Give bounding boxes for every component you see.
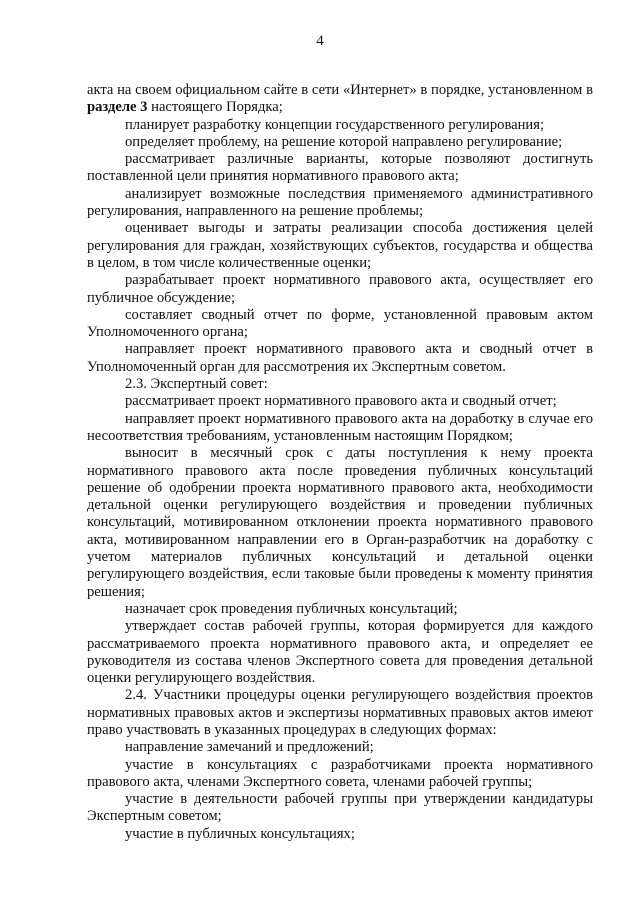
paragraph xyxy=(87,618,593,687)
paragraph xyxy=(87,220,593,272)
page-number: 4 xyxy=(316,33,324,49)
paragraph-text: направляет проект нормативного правового акта и сводный отчет в Уполномоченный орган для рассмотрения их Экспертным советом. xyxy=(87,341,593,375)
paragraph xyxy=(87,757,593,792)
paragraph xyxy=(87,151,593,186)
paragraph-text: 2.4. Участники процедуры оценки регулирующего воздействия проектов нормативных правовых актов и экспертизы нормативных правовых актов имеют право участвовать в указанных процедурах в следующих формах: xyxy=(87,687,593,738)
paragraph-text: оценивает выгоды и затраты реализации способа достижения целей регулирования для граждан, хозяйствующих субъектов, государства и общества в целом, в том числе количественные оценки; xyxy=(87,220,593,271)
bold-reference: разделе 3 xyxy=(87,99,148,116)
paragraph xyxy=(87,272,593,307)
paragraph xyxy=(87,687,593,739)
paragraph xyxy=(87,791,593,826)
paragraph-text: утверждает состав рабочей группы, которая формируется для каждого рассматриваемого проекта нормативного правового акта, и определяет ее руководителя из состава членов Экспертного совета для проведения детальной оценки регулирующего воздействия. xyxy=(87,618,593,687)
paragraph xyxy=(87,826,593,843)
paragraph xyxy=(87,445,593,601)
paragraph xyxy=(87,601,593,618)
paragraph xyxy=(87,376,593,393)
paragraph-text: участие в деятельности рабочей группы при утверждении кандидатуры Экспертным советом; xyxy=(87,791,593,825)
paragraph xyxy=(87,393,593,410)
paragraph-text: акта на своем официальном сайте в сети «Интернет» в порядке, установленном в xyxy=(87,82,593,98)
paragraph-text: 2.3. Экспертный совет: xyxy=(125,376,268,393)
paragraph xyxy=(87,307,593,342)
paragraph xyxy=(87,186,593,221)
paragraph xyxy=(87,134,593,151)
paragraph-text: планирует разработку концепции государственного регулирования; xyxy=(125,116,545,133)
document-body xyxy=(87,82,593,843)
paragraph xyxy=(87,739,593,756)
paragraph xyxy=(87,411,593,446)
paragraph-text: разрабатывает проект нормативного правового акта, осуществляет его публичное обсуждение; xyxy=(87,272,593,306)
paragraph-text: рассматривает различные варианты, которые позволяют достигнуть поставленной цели принятия нормативного правового акта; xyxy=(87,151,593,185)
paragraph xyxy=(87,341,593,376)
paragraph-text: участие в консультациях с разработчиками проекта нормативного правового акта, членами Экспертного совета, членами рабочей группы; xyxy=(87,756,593,790)
paragraph-text: направление замечаний и предложений; xyxy=(125,739,374,756)
paragraph-text: выносит в месячный срок с даты поступления к нему проекта нормативного правового акта после проведения публичных консультаций решение об одобрении проекта нормативного правового акта, необходимости детальной оценки регулирующего воздействия и проведении публичных консультаций, мотивированном отклонении проекта нормативного правового акта, мотивированном направлении его в Орган-разработчик на доработку с учетом материалов публичных консультаций и детальной оценки регулирующего воздействия, если таковые были проведены к моменту принятия решения; xyxy=(87,445,593,600)
paragraph-text: участие в публичных консультациях; xyxy=(125,825,355,842)
paragraph-text: направляет проект нормативного правового акта на доработку в случае его несоответствия требованиям, установленным настоящим Порядком; xyxy=(87,410,593,444)
paragraph-text: анализирует возможные последствия применяемого административного регулирования, направленного на решение проблемы; xyxy=(87,185,593,220)
paragraph-text: определяет проблему, на решение которой направлено регулирование; xyxy=(125,133,563,150)
paragraph xyxy=(87,117,593,134)
paragraph xyxy=(87,82,593,117)
paragraph-text: составляет сводный отчет по форме, установленной правовым актом Уполномоченного органа; xyxy=(87,306,593,341)
paragraph-text: назначает срок проведения публичных консультаций; xyxy=(125,600,458,617)
paragraph-text: настоящего Порядка; xyxy=(147,99,283,116)
paragraph-text: рассматривает проект нормативного правового акта и сводный отчет; xyxy=(125,393,557,410)
